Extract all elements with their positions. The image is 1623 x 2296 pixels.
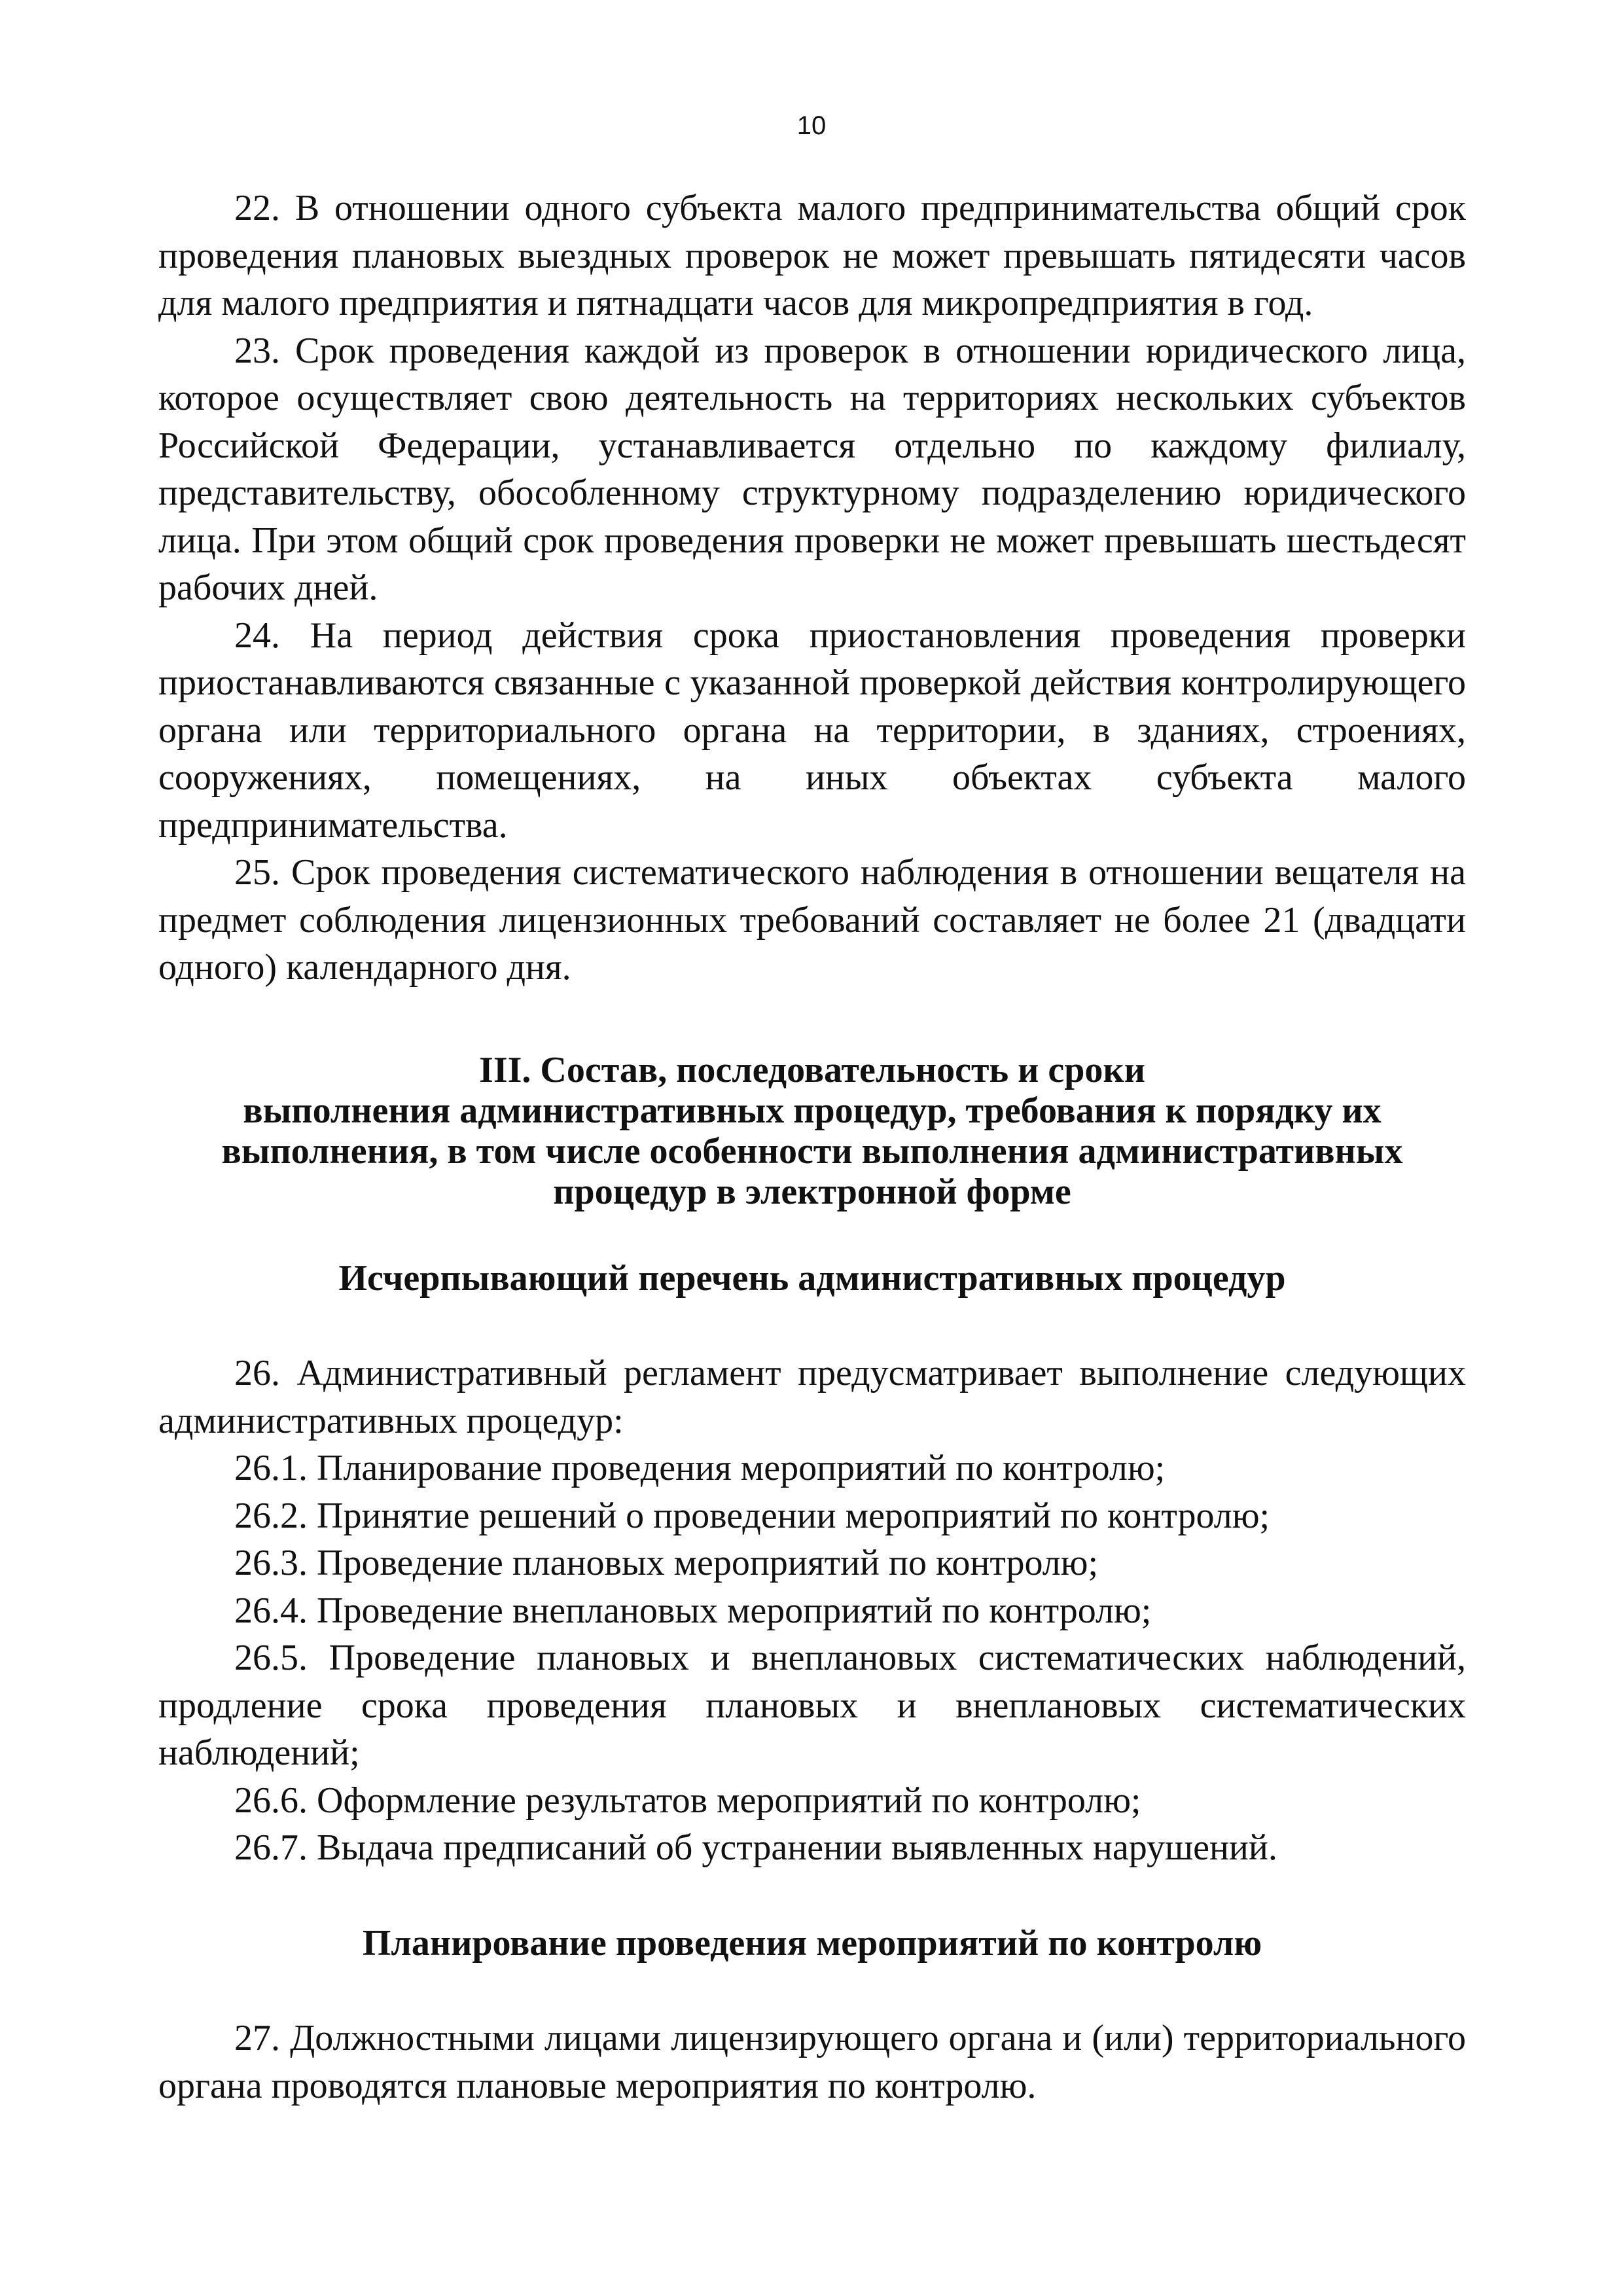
paragraphs-block-3 (158, 2015, 1466, 2109)
section-heading-iii (158, 1050, 1466, 1212)
section-heading-line: процедур в электронной форме (553, 1172, 1071, 1212)
paragraph-26: 26. Административный регламент предусматривает выполнение следующих административных процедур: (158, 1353, 1466, 1441)
list-item-26-3: 26.3. Проведение плановых мероприятий по контролю; (234, 1543, 1099, 1583)
list-item-26-7: 26.7. Выдача предписаний об устранении выявленных нарушений. (234, 1827, 1277, 1868)
list-item-26-5: 26.5. Проведение плановых и внеплановых систематических наблюдений, продление срока проведения плановых и внеплановых систематических наблюдений; (158, 1638, 1466, 1773)
list-item-26-6: 26.6. Оформление результатов мероприятий по контролю; (234, 1780, 1141, 1821)
paragraph-23: 23. Срок проведения каждой из проверок в отношении юридического лица, которое осуществляет свою деятельность на территориях нескольких субъектов Российской Федерации, устанавливается отдельно по каждому филиалу, представительству, обособленному структурному подразделению юридического лица. При этом общий срок проведения проверки не может превышать шестьдесят рабочих дней. (158, 330, 1466, 608)
paragraphs-block-2 (158, 1350, 1466, 1872)
section-heading-line: выполнения, в том числе особенности выполнения административных (221, 1131, 1403, 1172)
subheading-exhaustive-list (158, 1258, 1466, 1299)
list-item-26-1: 26.1. Планирование проведения мероприятий по контролю; (234, 1448, 1166, 1488)
subheading-text: Планирование проведения мероприятий по контролю (362, 1923, 1262, 1964)
paragraph-25: 25. Срок проведения систематического наблюдения в отношении вещателя на предмет соблюдения лицензионных требований составляет не более 21 (двадцати одного) календарного дня. (158, 852, 1466, 988)
paragraph-24: 24. На период действия срока приостановления проведения проверки приостанавливаются связанные с указанной проверкой действия контролирующего органа или территориального органа на территории, в зданиях, строениях, сооружениях, помещениях, на иных объектах субъекта малого предпринимательства. (158, 615, 1466, 846)
section-heading-line: выполнения административных процедур, требования к порядку их (243, 1090, 1382, 1131)
paragraph-22: 22. В отношении одного субъекта малого предпринимательства общий срок проведения плановых выездных проверок не может превышать пятидесяти часов для малого предприятия и пятнадцати часов для микропредприятия в год. (158, 188, 1466, 323)
subheading-planning (158, 1923, 1466, 1964)
section-heading-line: III. Состав, последовательность и сроки (479, 1050, 1145, 1090)
list-item-26-4: 26.4. Проведение внеплановых мероприятий по контролю; (234, 1590, 1152, 1631)
subheading-text: Исчерпывающий перечень административных процедур (338, 1258, 1286, 1299)
paragraph-27: 27. Должностными лицами лицензирующего органа и (или) территориального органа проводятся плановые мероприятия по контролю. (158, 2018, 1466, 2106)
list-item-26-2: 26.2. Принятие решений о проведении мероприятий по контролю; (234, 1495, 1270, 1536)
page-number: 10 (796, 111, 827, 140)
paragraphs-block-1 (158, 185, 1466, 992)
